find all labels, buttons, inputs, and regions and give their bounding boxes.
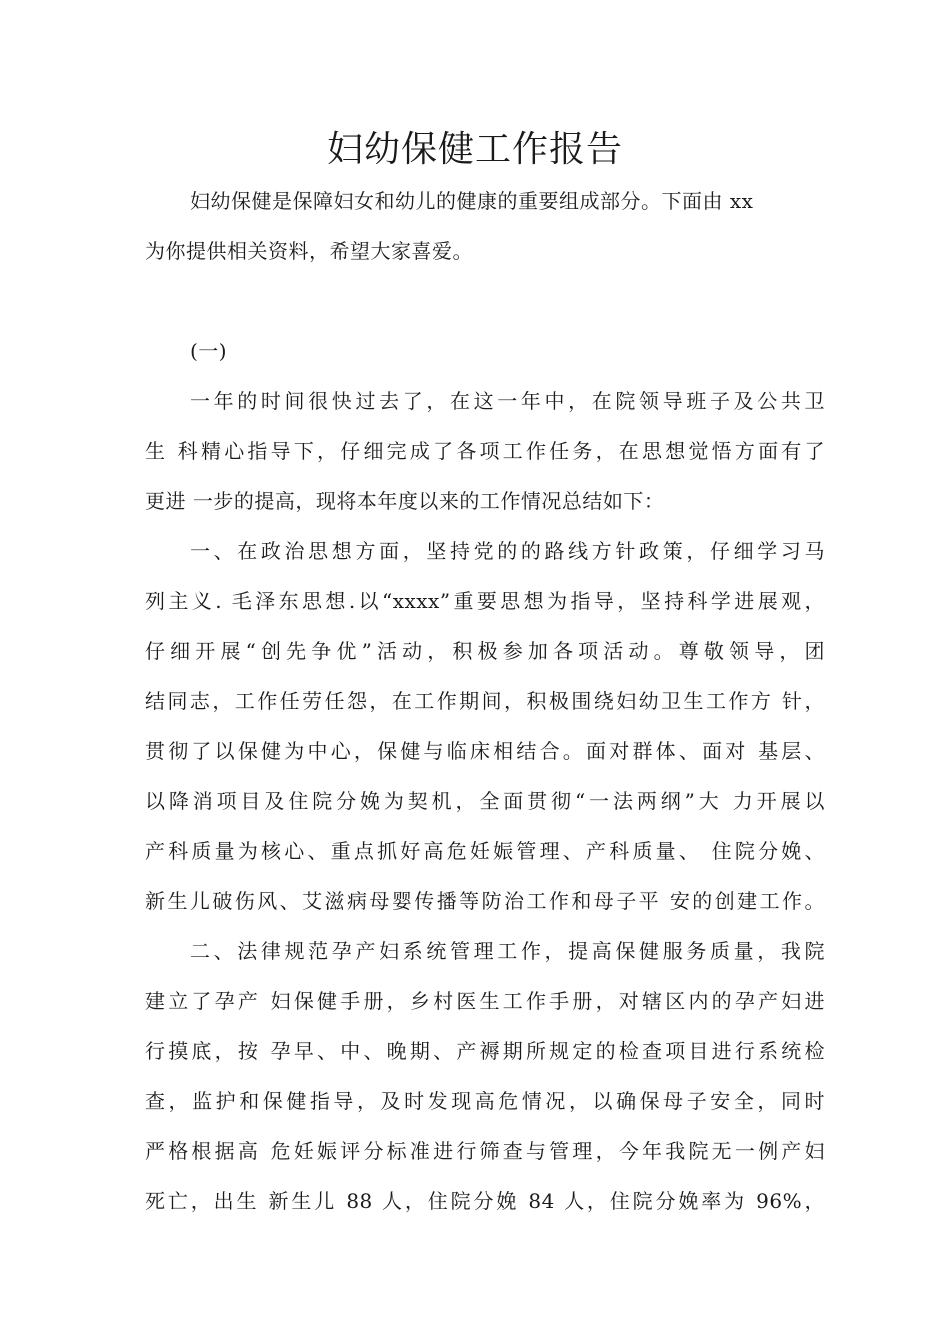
paragraph-line: 列主义. 毛泽东思想.以“xxxx”重要思想为指导，坚持科学进展观， [145,589,825,613]
document-title: 妇幼保健工作报告 [326,129,623,170]
paragraph-line: 更进 一步的提高，现将本年度以来的工作情况总结如下： [145,489,665,513]
section-marker: (一) [190,339,228,363]
paragraph-line: 建立了孕产 妇保健手册，乡村医生工作手册，对辖区内的孕产妇进 [145,989,825,1013]
paragraph-line: 为你提供相关资料，希望大家喜爱。 [145,239,473,263]
paragraph-line: 死亡，出生 新生儿 88 人，住院分娩 84 人，住院分娩率为 96%， [145,1189,825,1213]
paragraph-line: 行摸底，按 孕早、中、晚期、产褥期所规定的检查项目进行系统检 [145,1039,825,1063]
paragraph-line: 生 科精心指导下，仔细完成了各项工作任务，在思想觉悟方面有了 [145,439,825,463]
paragraph-line: 新生儿破伤风、艾滋病母婴传播等防治工作和母子平 安的创建工作。 [145,889,825,913]
paragraph-line: 一年的时间很快过去了，在这一年中，在院领导班子及公共卫 [190,389,825,413]
paragraph-line: 贯彻了以保健为中心，保健与临床相结合。面对群体、面对 基层、 [145,739,825,763]
paragraph-line: 严格根据高 危妊娠评分标准进行筛查与管理，今年我院无一例产妇 [145,1139,825,1163]
paragraph-line: 仔细开展“创先争优”活动，积极参加各项活动。尊敬领导，团 [145,639,825,663]
paragraph-line: 二、法律规范孕产妇系统管理工作，提高保健服务质量，我院 [190,939,825,963]
paragraph-line: 妇幼保健是保障妇女和幼儿的健康的重要组成部分。下面由 xx [190,189,754,213]
paragraph-line: 一、在政治思想方面，坚持党的的路线方针政策，仔细学习马 [190,539,825,563]
paragraph-line: 产科质量为核心、重点抓好高危妊娠管理、产科质量、 住院分娩、 [145,839,825,863]
paragraph-line: 查，监护和保健指导，及时发现高危情况，以确保母子安全，同时 [145,1089,825,1113]
paragraph-line: 结同志，工作任劳任怨，在工作期间，积极围绕妇幼卫生工作方 针， [145,689,825,713]
paragraph-line: 以降消项目及住院分娩为契机，全面贯彻“一法两纲”大 力开展以 [145,789,825,813]
